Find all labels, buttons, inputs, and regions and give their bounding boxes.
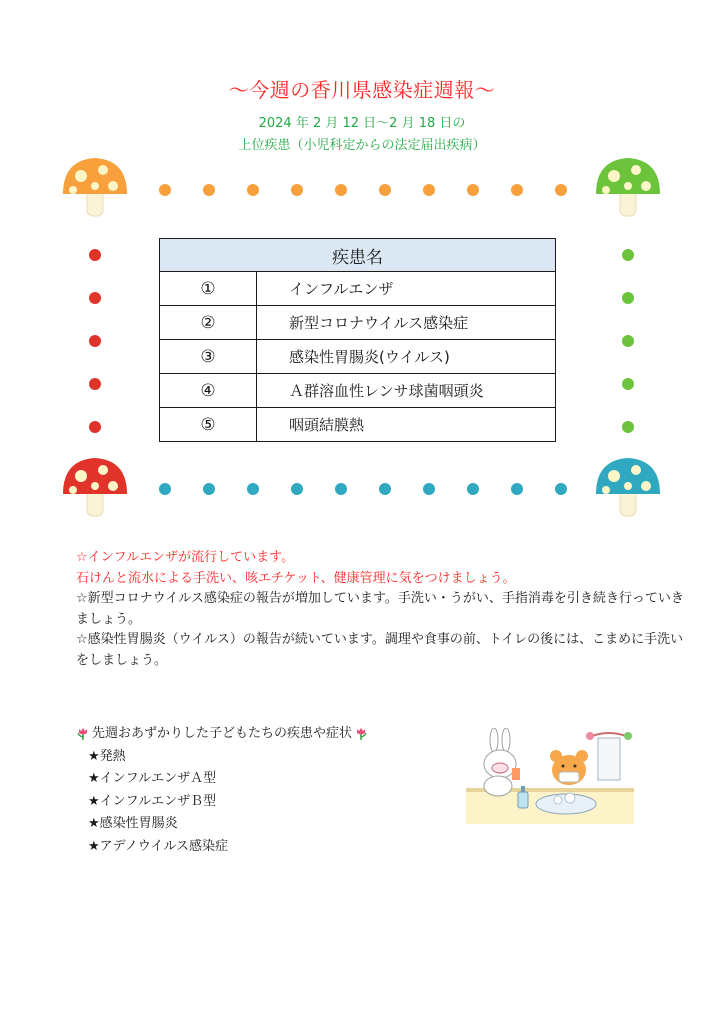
top-dots [159, 184, 567, 196]
disease-table [159, 238, 556, 442]
tulip-icon [354, 727, 368, 741]
rank-cell: ① [160, 272, 257, 306]
table-row [160, 272, 556, 306]
notes-section [76, 548, 696, 671]
list-item: ★インフルエンザＢ型 [88, 793, 217, 809]
handwashing-animals-illustration [466, 728, 634, 824]
list-item: ★アデノウイルス感染症 [88, 838, 228, 854]
page-subtitle: 上位疾患（小児科定からの法定届出疾病） [238, 138, 486, 153]
covid-notice: ☆新型コロナウイルス感染症の報告が増加しています。手洗い・うがい、手指消毒を引き続き行っていきましょう。 [76, 591, 684, 627]
disease-name-cell: Ａ群溶血性レンサ球菌咽頭炎 [257, 374, 556, 408]
right-dots [622, 249, 634, 433]
list-item: ★インフルエンザＡ型 [88, 771, 217, 786]
table-row [160, 408, 556, 442]
bottom-dots [159, 483, 567, 495]
red-mushroom-icon [63, 458, 127, 516]
green-mushroom-icon [596, 158, 660, 216]
rank-cell: ④ [160, 374, 257, 408]
disease-name-cell: 感染性胃腸炎(ウイルス) [257, 340, 556, 374]
list-item: ★発熱 [88, 748, 126, 764]
table-header: 疾患名 [160, 239, 556, 272]
teal-mushroom-icon [596, 458, 660, 516]
symptoms-heading: 先週おあずかりした子どもたちの疾患や症状 [92, 726, 353, 741]
disease-name-cell: 新型コロナウイルス感染症 [257, 306, 556, 340]
disease-name-cell: インフルエンザ [257, 272, 556, 306]
gastro-notice: ☆感染性胃腸炎（ウイルス）の報告が続いています。調理や食事の前、トイレの後には、こまめに手洗いをしましょう。 [76, 632, 684, 668]
hygiene-notice: 石けんと流水による手洗い、咳エチケット、健康管理に気をつけましょう。 [76, 570, 516, 586]
table-row [160, 374, 556, 408]
rank-cell: ⑤ [160, 408, 257, 442]
rank-cell: ② [160, 306, 257, 340]
left-dots [89, 249, 101, 433]
table-row [160, 306, 556, 340]
table-row [160, 340, 556, 374]
tulip-icon [76, 727, 90, 741]
list-item: ★感染性胃腸炎 [88, 816, 178, 831]
orange-mushroom-icon [63, 158, 127, 216]
page-title: ～今週の香川県感染症週報～ [228, 78, 496, 102]
flu-notice: ☆インフルエンザが流行しています。 [76, 550, 295, 565]
rank-cell: ③ [160, 340, 257, 374]
disease-name-cell: 咽頭結膜熱 [257, 408, 556, 442]
date-range: 2024 年 2 月 12 日～2 月 18 日の [258, 116, 466, 131]
symptoms-section [76, 723, 368, 858]
